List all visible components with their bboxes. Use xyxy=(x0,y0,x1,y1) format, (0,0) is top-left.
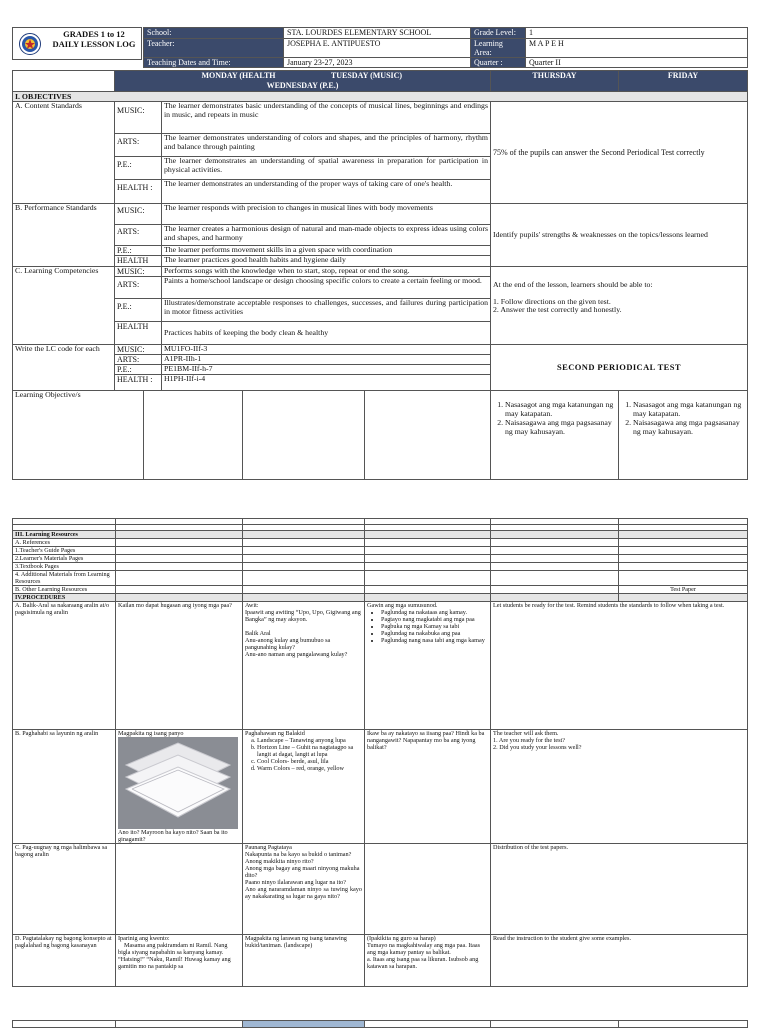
performance-standards-label: B. Performance Standards xyxy=(13,204,115,267)
health-label: HEALTH xyxy=(115,322,162,345)
procedure-d-row xyxy=(13,935,748,987)
procedures-section xyxy=(12,518,747,987)
teacher-label: Teacher: xyxy=(144,38,284,57)
second-periodical-test: SECOND PERIODICAL TEST xyxy=(491,345,748,391)
procedures-title-row xyxy=(13,594,748,602)
learning-objectives-table xyxy=(12,391,748,480)
learning-objective-item: 1. Nasasagot ang mga katanungan ng may katapatan. xyxy=(633,401,745,418)
competency-item-2: 2. Answer the test correctly and honestly. xyxy=(493,305,622,315)
procedure-a-row xyxy=(13,602,748,730)
lc-arts-code: A1PR-IIh-1 xyxy=(162,355,491,365)
logo-box xyxy=(12,27,142,60)
lc-music-code: MU1FO-IIf-3 xyxy=(162,345,491,355)
title-line-2: DAILY LESSON LOG xyxy=(52,39,136,49)
arts-label: ARTS: xyxy=(115,355,162,365)
objectives-section xyxy=(12,70,747,480)
procedure-a-monday: Kailan mo dapat hugasan ang iyong mga paa? xyxy=(116,602,243,730)
grade-label: Grade Level: xyxy=(471,28,526,39)
performance-health-text: The learner practices good health habits and hygiene daily xyxy=(162,256,491,267)
resource-row: 4. Additional Materials from Learning Resources xyxy=(13,571,748,586)
resource-row: 3.Textbook Pages xyxy=(13,563,748,571)
exercise-item: • Pagbuka ng mga Kamay sa tabi xyxy=(381,623,488,630)
arts-label: ARTS: xyxy=(115,277,162,299)
resource-row: 2.Learner's Materials Pages xyxy=(13,555,748,563)
day-friday: FRIDAY xyxy=(619,71,748,92)
content-thursday: 75% of the pupils can answer the Second Periodical Test correctly xyxy=(491,102,748,204)
competencies-thursday xyxy=(491,267,748,345)
health-label: HEALTH xyxy=(115,256,162,267)
grade-value: 1 xyxy=(526,28,748,39)
procedure-d-label: D. Pagtatalakay ng bagong konsepto at paglalahad ng bagong kasanayan xyxy=(13,935,116,987)
procedure-c-row xyxy=(13,844,748,935)
performance-pe-text: The learner performs movement skills in a given space with coordination xyxy=(162,246,491,256)
next-page-fragment xyxy=(12,1020,747,1026)
competencies-intro: At the end of the lesson, learners should be able to: xyxy=(493,280,653,289)
learning-objective-item: 2. Naisasagawa ang mga pagsasanay ng may kahusayan. xyxy=(633,419,745,436)
learning-objective-item: 1. Nasasagot ang mga katanungan ng may katapatan. xyxy=(505,401,616,418)
procedure-a-wednesday: Gawin ang mga sumusunod. • Paglundag na nakataas ang kamay. • Pagtayo nang magkatabi ang mga paa • Pagbuka ng mga Kamay sa tabi • Paglundag na nakabuka ang paa • Paglundag nang nasa tabi ang mga kamay xyxy=(365,602,491,730)
lc-code-label: Write the LC code for each xyxy=(13,345,115,391)
school-label: School: xyxy=(144,28,284,39)
procedure-d-thursday: Read the instruction to the student give some examples. xyxy=(491,935,748,987)
dll-title xyxy=(46,29,142,49)
lc-pe-code: PE1BM-IIf-h-7 xyxy=(162,365,491,375)
dates-value: January 23-27, 2023 xyxy=(284,57,471,68)
title-line-1: GRADES 1 to 12 xyxy=(63,29,125,39)
competencies-pe-text: Illustrates/demonstrate acceptable responses to challenges, successes, and failures during participation in motor fitness activities xyxy=(162,299,491,322)
health-label: HEALTH : xyxy=(115,375,162,391)
procedure-c-label: C. Pag-uugnay ng mga halimbawa sa bagong aralin xyxy=(13,844,116,935)
learning-objective-item: 2. Naisasagawa ang mga pagsasanay ng may kahusayan. xyxy=(505,419,616,436)
teacher-value: JOSEPHA E. ANTIPUESTO xyxy=(284,38,471,57)
day-thursday: THURSDAY xyxy=(491,71,619,92)
exercise-item: • Paglundag nang nasa tabi ang mga kamay xyxy=(381,637,488,644)
competency-item-1: 1. Follow directions on the given test. xyxy=(493,296,611,306)
term-item: b. Horizon Line – Guhit na nagtatagpo sa langit at dagat, langit at lupa xyxy=(257,744,362,758)
school-value: STA. LOURDES ELEMENTARY SCHOOL xyxy=(284,28,471,39)
learning-objectives-friday xyxy=(619,391,748,479)
pe-label: P.E.: xyxy=(115,246,162,256)
objectives-title-row xyxy=(13,92,748,102)
term-item: a. Landscape – Tanawing anyong lupa xyxy=(257,737,362,744)
exercise-item: • Pagtayo nang magkatabi ang mga paa xyxy=(381,616,488,623)
quarter-value: Quarter II xyxy=(526,57,748,68)
content-standards-label: A. Content Standards xyxy=(13,102,115,204)
performance-music-text: The learner responds with precision to changes in musical lines with body movements xyxy=(162,204,491,225)
pe-label: P.E.: xyxy=(115,365,162,375)
objectives-title: I. OBJECTIVES xyxy=(13,92,748,102)
arts-label: ARTS: xyxy=(115,225,162,246)
term-item: d. Warm Colors – red, orange, yellow xyxy=(257,765,362,772)
lc-music xyxy=(13,345,748,355)
header-info-table xyxy=(143,27,748,68)
content-health-text: The learner demonstrates an understanding of the proper ways of taking care of one's health. xyxy=(162,180,491,204)
procedure-b-tuesday: Paghahawan ng Balakid a. Landscape – Tanawing anyong lupa b. Horizon Line – Guhit na nagtatagpo sa langit at dagat, langit at lupa c. Cool Colors- berde, asul, lila d. Warm Colors – red, orange, yellow xyxy=(243,730,365,844)
exercise-item: • Paglundag na nakabuka ang paa xyxy=(381,630,488,637)
lc-health-code: H1PH-IIf-i-4 xyxy=(162,375,491,391)
content-arts-text: The learner demonstrates understanding of colors and shapes, and the principles of harmony, rhythm and balance through painting xyxy=(162,134,491,157)
day-monday: MONDAY (HEALTH TUESDAY (MUSIC)WEDNESDAY (P.E.) xyxy=(115,71,491,92)
procedure-a-thursday: Let students be ready for the test. Remind students the standards to follow when taking a test. xyxy=(491,602,748,730)
handkerchief-image xyxy=(118,737,238,829)
performance-thursday: Identify pupils' strengths & weaknesses on the topics/lessons learned xyxy=(491,204,748,267)
exercise-item: • Paglundag na nakataas ang kamay. xyxy=(381,609,488,616)
competencies-label: C. Learning Competencies xyxy=(13,267,115,345)
resources-title: III. Learning Resources xyxy=(13,531,116,539)
music-label: MUSIC: xyxy=(115,267,162,277)
area-label: Learning Area: xyxy=(471,38,526,57)
dates-label: Teaching Dates and Time: xyxy=(144,57,284,68)
procedure-c-tuesday: Paunang Pagtataya Nakapunta na ba kayo sa bukid o taniman? Anong makikita ninyo rito? Anong mga bagay ang maari ninyong makuha dito? Paano ninyo ilalarawan ang lugar na ito? Ano ang nararamdaman ninyo sa tuwing kayo ay nakakarating sa lugar na gaya nito? xyxy=(243,844,365,935)
deped-seal-icon xyxy=(19,33,41,55)
pe-label: P.E.: xyxy=(115,299,162,322)
performance-arts-text: The learner creates a harmonious design of natural and man-made objects to express ideas using colors and shapes, and harmony xyxy=(162,225,491,246)
procedure-c-thursday: Distribution of the test papers. xyxy=(491,844,748,935)
arts-label: ARTS: xyxy=(115,134,162,157)
health-label: HEALTH : xyxy=(115,180,162,204)
content-pe-text: The learner demonstrates an understanding of spatial awareness in preparation for participation in physical activities. xyxy=(162,157,491,180)
music-label: MUSIC: xyxy=(115,345,162,355)
content-music-text: The learner demonstrates basic understanding of the concepts of musical lines, beginnings and endings in music, and repeats in music xyxy=(162,102,491,134)
competencies-arts-text: Paints a home/school landscape or design choosing specific colors to create a certain feeling or mood. xyxy=(162,277,491,299)
procedure-b-row xyxy=(13,730,748,844)
learning-objectives-thursday xyxy=(491,391,619,479)
procedures-table xyxy=(12,518,748,987)
procedure-b-wednesday: Ikaw ba ay nakatayo sa iisang paa? Hindi ka ba nangangawit? Napapantay mo ba ang iyong balikat? xyxy=(365,730,491,844)
procedure-b-monday: Magpakita ng isang panyo Ano ito? Mayroon ba kayo nito? Saan ba ito ginagamit? xyxy=(116,730,243,844)
procedure-d-monday: Iparinig ang kwento: Masama ang pakiramdam ni Ramil. Nang bigla siyang napabahin sa kanyang kamay. “Hatsing!” “Naku, Ramil! Huwag kamay ang gamitin mo na pantakip sa xyxy=(116,935,243,987)
procedure-a-label: A. Balik-Aral sa nakaraang aralin at/o pagsisimula ng aralin xyxy=(13,602,116,730)
resource-row: A. References xyxy=(13,539,748,547)
procedure-a-tuesday: Awit: Ipaawit ang awiting “Upo, Upo, Gigiwang ang Bangka” ng may aksyon. Balik Aral Anu-anong kulay ang bumubuo sa pangunahing kulay? Anu-ano naman ang pangalawang kulay? xyxy=(243,602,365,730)
procedures-title: IV.PROCEDURES xyxy=(13,594,116,602)
content-standards-music xyxy=(13,102,748,134)
procedure-d-wednesday: (Ipakikita ng guro sa harap) Tumayo na magkahiwalay ang mga paa. Itaas ang mga kamay pantay sa balikat. a. Itaas ang isang paa sa likuran. Isubsob ang katawan sa harapan. xyxy=(365,935,491,987)
procedure-b-thursday: The teacher will ask them. 1. Are you ready for the test? 2. Did you study your lessons well? xyxy=(491,730,748,844)
term-item: c. Cool Colors- berde, asul, lila xyxy=(257,758,362,765)
learning-objectives-label: Learning Objective/s xyxy=(13,391,144,479)
resources-title-row xyxy=(13,531,748,539)
pe-label: P.E.: xyxy=(115,157,162,180)
lesson-log-header xyxy=(12,27,747,67)
day-header-row xyxy=(13,71,748,92)
procedure-d-tuesday: Magpakita ng larawan ng isang tanawing bukid/taniman. (landscape) xyxy=(243,935,365,987)
quarter-label: Quarter : xyxy=(471,57,526,68)
area-value: M A P E H xyxy=(526,38,748,57)
learning-objectives-row xyxy=(13,391,748,479)
performance-music xyxy=(13,204,748,225)
test-paper: Test Paper xyxy=(619,586,748,594)
competencies-health-text: Practices habits of keeping the body clean & healthy xyxy=(162,322,491,345)
competencies-music xyxy=(13,267,748,277)
music-label: MUSIC: xyxy=(115,102,162,134)
procedure-b-label: B. Paghahabi sa layunin ng aralin xyxy=(13,730,116,844)
objectives-table xyxy=(12,70,748,391)
music-label: MUSIC: xyxy=(115,204,162,225)
competencies-music-text: Performs songs with the knowledge when to start, stop, repeat or end the song. xyxy=(162,267,491,277)
resource-row: 1.Teacher's Guide Pages xyxy=(13,547,748,555)
resource-row: B. Other Learning Resources Test Paper xyxy=(13,586,748,594)
